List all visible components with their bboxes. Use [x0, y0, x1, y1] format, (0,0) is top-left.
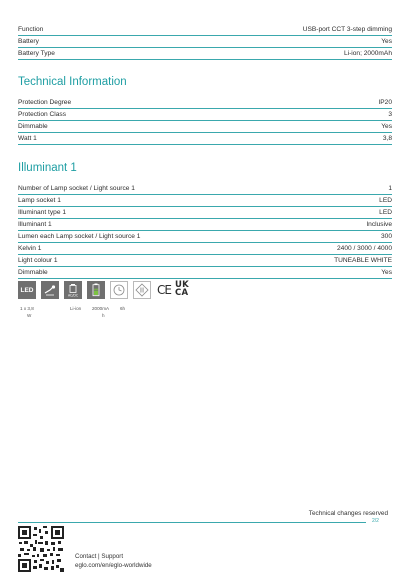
- spec-value: 300: [380, 233, 392, 240]
- spec-page: [18, 24, 392, 279]
- spec-row: [18, 207, 392, 219]
- watt-label: 1 x 3,8: [20, 306, 34, 311]
- spec-row: [18, 36, 392, 48]
- spec-label: Battery Type: [18, 50, 55, 57]
- illuminant-spec-table: [18, 183, 392, 279]
- ukca-mark-icon: UK CA: [174, 280, 190, 298]
- capacity-label: 2000mA: [92, 306, 110, 311]
- technical-spec-table: [18, 97, 392, 145]
- technical-changes-note: Technical changes reserved: [308, 510, 388, 517]
- spec-value: 2400 / 3000 / 4000: [337, 245, 392, 252]
- spec-label: Number of Lamp socket / Light source 1: [18, 185, 135, 192]
- spec-label: Light colour 1: [18, 257, 58, 264]
- spec-row: [18, 183, 392, 195]
- dimmable-hand-icon: [41, 281, 59, 299]
- spec-label: Lamp socket 1: [18, 197, 61, 204]
- spec-label: Kelvin 1: [18, 245, 42, 252]
- spec-value: Yes: [381, 269, 392, 276]
- spec-row: [18, 109, 392, 121]
- ce-mark-icon: CE: [157, 283, 171, 297]
- spec-value: 3: [388, 111, 392, 118]
- qr-code-icon: [18, 526, 64, 572]
- protection-class-3-icon: [133, 281, 151, 299]
- spec-label: Battery: [18, 38, 39, 45]
- spec-value: LED: [379, 197, 392, 204]
- spec-label: Function: [18, 26, 44, 33]
- spec-value: TUNEABLE WHITE: [334, 257, 392, 264]
- spec-row: [18, 195, 392, 207]
- spec-value: Inclusive: [366, 221, 392, 228]
- spec-row: [18, 267, 392, 279]
- spec-label: Dimmable: [18, 269, 48, 276]
- spec-row: [18, 219, 392, 231]
- technical-information-heading: Technical Information: [18, 76, 127, 88]
- timer-label: 6h: [120, 306, 126, 311]
- spec-value: LED: [379, 209, 392, 216]
- svg-text:AC/DC: AC/DC: [67, 293, 79, 298]
- battery-type-label: Li-ion: [70, 306, 82, 311]
- spec-value: Yes: [381, 123, 392, 130]
- spec-value: 3,8: [382, 135, 392, 142]
- spec-value: Li-ion; 2000mAh: [343, 50, 392, 57]
- top-spec-table: [18, 24, 392, 60]
- spec-row: [18, 97, 392, 109]
- spec-value: IP20: [378, 99, 392, 106]
- spec-row: [18, 133, 392, 145]
- spec-row: [18, 121, 392, 133]
- spec-label: Watt 1: [18, 135, 37, 142]
- illuminant-heading: Illuminant 1: [18, 162, 77, 174]
- timer-clock-icon: [110, 281, 128, 299]
- footer-divider: [18, 522, 366, 523]
- spec-row: [18, 231, 392, 243]
- spec-row: [18, 48, 392, 60]
- spec-label: Protection Class: [18, 111, 67, 118]
- spec-label: Illuminant 1: [18, 221, 52, 228]
- watt-unit-label: W: [27, 313, 32, 318]
- spec-label: Dimmable: [18, 123, 48, 130]
- spec-value: Yes: [381, 38, 392, 45]
- spec-row: [18, 24, 392, 36]
- spec-row: [18, 255, 392, 267]
- led-icon: LED: [18, 281, 36, 299]
- contact-block: [75, 553, 152, 570]
- spec-value: USB-port CCT 3-step dimming: [302, 26, 392, 33]
- page-number: 2/2: [372, 518, 379, 524]
- spec-label: Illuminant type 1: [18, 209, 67, 216]
- spec-label: Protection Degree: [18, 99, 72, 106]
- battery-icon: [64, 281, 82, 299]
- capacity-unit-label: h: [102, 313, 105, 318]
- contact-url-link[interactable]: eglo.com/en/eglo-worldwide: [75, 561, 152, 569]
- spec-row: [18, 243, 392, 255]
- battery-level-icon: [87, 281, 105, 299]
- feature-icons: [18, 281, 189, 299]
- contact-support-title: Contact | Support: [75, 553, 124, 560]
- spec-value: 1: [388, 185, 392, 192]
- spec-label: Lumen each Lamp socket / Light source 1: [18, 233, 141, 240]
